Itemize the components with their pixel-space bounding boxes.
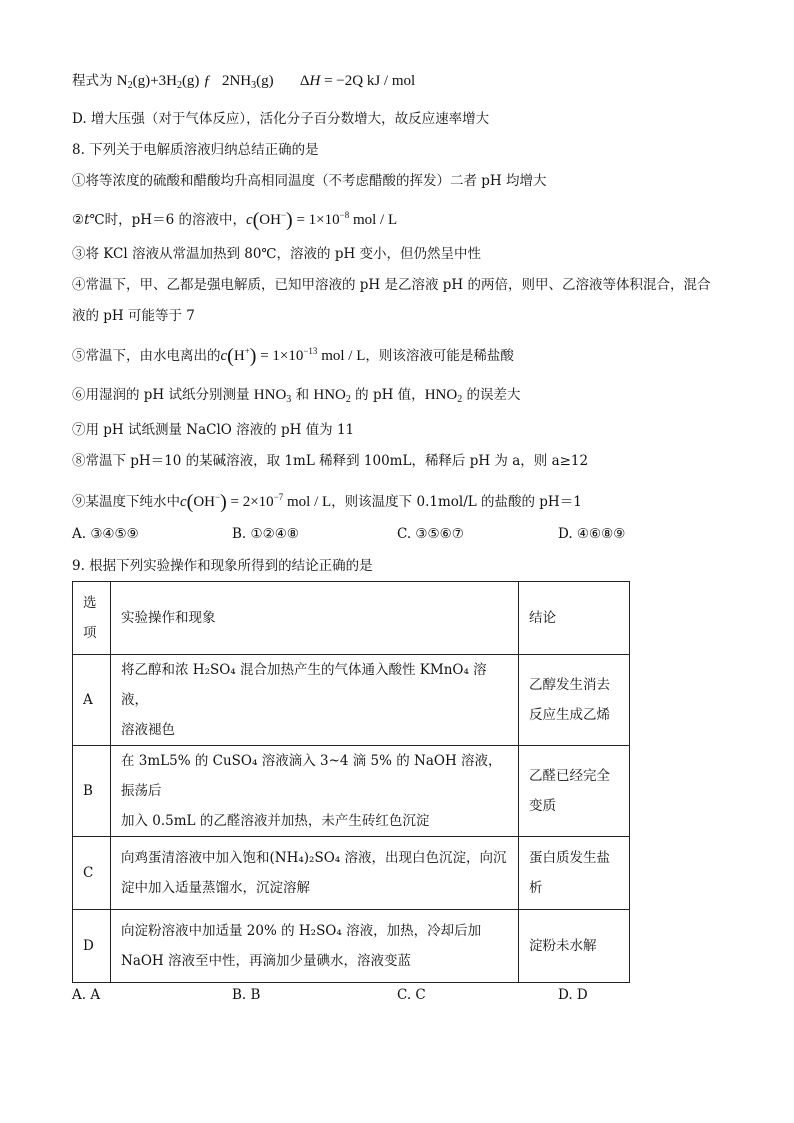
q8-option-d[interactable]: D. ④⑥⑧⑨ xyxy=(558,526,626,542)
row-option: A xyxy=(73,655,111,746)
row-option: B xyxy=(73,746,111,837)
table-row xyxy=(73,910,630,983)
row-operation: 向鸡蛋清溶液中加入饱和(NH₄)₂SO₄ 溶液，出现白色沉淀，向沉 淀中加入适量蒸馏水，沉淀溶解 xyxy=(111,837,519,910)
row-conclusion: 乙醇发生消去 反应生成乙烯 xyxy=(519,655,630,746)
table-row xyxy=(73,837,630,910)
row-conclusion: 蛋白质发生盐 析 xyxy=(519,837,630,910)
row-conclusion: 乙醛已经完全 变质 xyxy=(519,746,630,837)
q7-prefix: 程式为 xyxy=(72,73,113,89)
q8-statement-1: ①将等浓度的硫酸和醋酸均升高相同温度（不考虑醋酸的挥发）二者 pH 均增大 xyxy=(72,173,547,189)
q9-option-b[interactable]: B. B xyxy=(232,987,261,1003)
q9-stem: 9. 根据下列实验操作和现象所得到的结论正确的是 xyxy=(72,558,373,574)
row-option: C xyxy=(73,837,111,910)
q9-option-c[interactable]: C. C xyxy=(397,987,426,1003)
q7-equation-line xyxy=(72,72,415,95)
q8-statement-8: ⑧常温下 pH＝10 的某碱溶液，取 1mL 稀释到 100mL，稀释后 pH 为 a，则 a≥12 xyxy=(72,453,589,469)
row-option: D xyxy=(73,910,111,983)
q8-statement-4a: ④常温下，甲、乙都是强电解质，已知甲溶液的 pH 是乙溶液 pH 的两倍，则甲、乙溶液等体积混合，混合 xyxy=(72,277,711,293)
table-header-row xyxy=(73,582,630,655)
row-operation: 将乙醇和浓 H₂SO₄ 混合加热产生的气体通入酸性 KMnO₄ 溶液， 溶液褪色 xyxy=(111,655,519,746)
header-conclusion: 结论 xyxy=(519,582,630,655)
q8-statement-9: ⑨某温度下纯水中$c(OH^-) = 2\times 10^{-7}$ mol / L，则该温度下 0.1mol/L 的盐酸的 pH＝1 xyxy=(72,491,582,513)
q8-statement-7: ⑦用 pH 试纸测量 NaClO 溶液的 pH 值为 11 xyxy=(72,422,355,438)
header-operation: 实验操作和现象 xyxy=(111,582,519,655)
q8-statement-4b: 液的 pH 可能等于 7 xyxy=(72,308,195,324)
q8-statement-3: ③将 KCl 溶液从常温加热到 80℃，溶液的 pH 变小，但仍然呈中性 xyxy=(72,246,482,262)
q9-option-d[interactable]: D. D xyxy=(558,987,588,1003)
q8-statement-2: ②t℃时，pH＝6 的溶液中，$c(OH^-) = 1\times 10^{-8}$ mol / L xyxy=(72,209,398,231)
row-conclusion: 淀粉未水解 xyxy=(519,910,630,983)
table-row xyxy=(73,655,630,746)
q8-option-a[interactable]: A. ③④⑤⑨ xyxy=(72,526,139,542)
q8-statement-5: ⑤常温下，由水电离出的$c(H^+) = 1\times 10^{-13}$ mol / L，则该溶液可能是稀盐酸 xyxy=(72,345,514,367)
row-operation: 向淀粉溶液中加适量 20% 的 H₂SO₄ 溶液，加热，冷却后加 NaOH 溶液至中性，再滴加少量碘水，溶液变蓝 xyxy=(111,910,519,983)
q7-option-d: D. 增大压强（对于气体反应），活化分子百分数增大，故反应速率增大 xyxy=(72,111,490,127)
row-operation: 在 3mL5% 的 CuSO₄ 溶液滴入 3~4 滴 5% 的 NaOH 溶液，振荡后 加入 0.5mL 的乙醛溶液并加热，未产生砖红色沉淀 xyxy=(111,746,519,837)
table-row xyxy=(73,746,630,837)
q7-equation: $N_2(g)+3H_2(g)$ ƒ $2NH_3(g)$ ΔH = −2Q kJ / mol xyxy=(116,73,416,91)
q8-option-c[interactable]: C. ③⑤⑥⑦ xyxy=(397,526,464,542)
q8-stem: 8. 下列关于电解质溶液归纳总结正确的是 xyxy=(72,142,319,158)
q8-option-b[interactable]: B. ①②④⑧ xyxy=(232,526,299,542)
q8-statement-6: ⑥用湿润的 pH 试纸分别测量 $HNO_3$ 和 $HNO_2$ 的 pH 值，$HNO_2$ 的误差大 xyxy=(72,387,521,405)
q9-option-a[interactable]: A. A xyxy=(72,987,101,1003)
header-option: 选 项 xyxy=(73,582,111,655)
q9-table xyxy=(72,581,630,983)
